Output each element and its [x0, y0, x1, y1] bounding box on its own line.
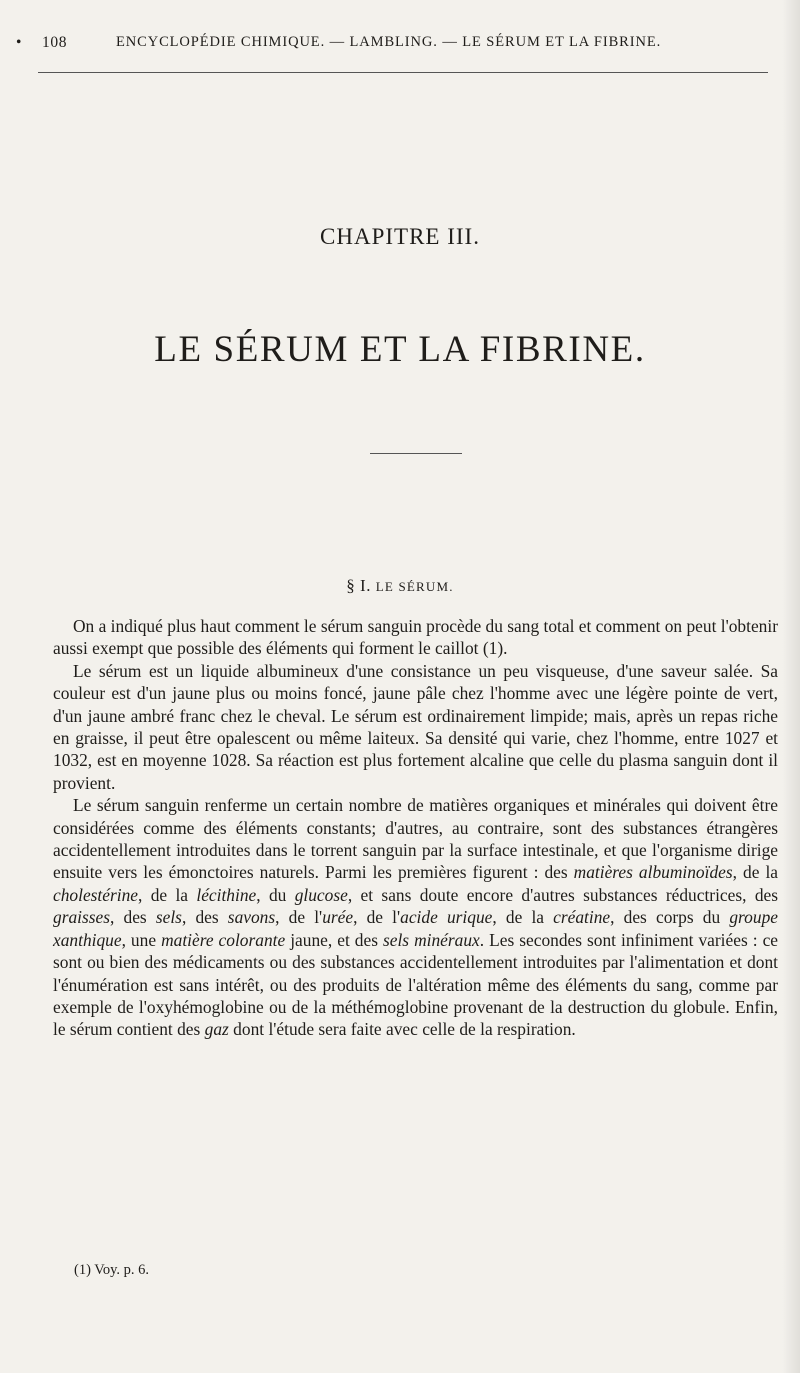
- text-run: , des: [181, 907, 228, 928]
- section-heading: [0, 576, 800, 596]
- text-run: , de la: [732, 862, 778, 883]
- text-run: Le sérum sanguin renferme un certain nombre de matières organiques et minérales qui doivent être considérées comme des éléments constants; d'autres, au contraire, sont des substances étrangères accidentellement introduites dans le torrent sanguin par la surface intestinale, et que l'organisme dirige ensuite vers les émonctoires naturels. Parmi les premières figurent : des: [53, 795, 778, 883]
- italic-term: gaz: [204, 1019, 229, 1040]
- italic-term: cholestérine: [53, 884, 138, 905]
- running-head-bullet: •: [16, 34, 23, 51]
- text-run: dont l'étude sera faite avec celle de la respiration.: [228, 1019, 576, 1040]
- italic-term: savons: [227, 907, 276, 928]
- text-run: , une: [121, 929, 162, 950]
- text-run: , de la: [492, 907, 554, 928]
- footnote: (1) Voy. p. 6.: [74, 1262, 150, 1278]
- chapter-heading: CHAPITRE III.: [320, 224, 480, 249]
- italic-term: matière colorante: [161, 929, 286, 950]
- italic-term: acide urique: [400, 907, 493, 928]
- body-text: [53, 615, 778, 1041]
- page-edge-shadow: [782, 0, 800, 1373]
- paragraph-2: Le sérum est un liquide albumineux d'une consistance un peu visqueuse, d'une saveur salée. Sa couleur est d'un jaune plus ou moins foncé, jaune pâle chez l'homme avec une légère pointe de vert, d'un jaune ambré franc chez le cheval. Le sérum est ordinairement limpide; mais, après un repas riche en graisse, il peut être opalescent ou même laiteux. Sa densité qui varie, chez l'homme, entre 1027 et 1032, est en moyenne 1028. Sa réaction est plus fortement alcaline que celle du plasma sanguin dont il provient.: [53, 660, 778, 793]
- title-divider: [370, 453, 462, 454]
- italic-term: lécithine: [196, 884, 257, 905]
- italic-term: créatine: [553, 907, 611, 928]
- text-run: , des corps du: [610, 907, 730, 928]
- paragraph-1: On a indiqué plus haut comment le sérum sanguin procède du sang total et comment on peut l'obtenir aussi exempt que possible des éléments qui forment le caillot (1).: [53, 616, 778, 659]
- text-run: , de l': [353, 907, 401, 928]
- text-run: , de l': [275, 907, 323, 928]
- section-prefix: § I.: [346, 576, 376, 595]
- italic-term: sels minéraux: [382, 929, 480, 950]
- text-run: jaune, et des: [285, 929, 383, 950]
- page-number: 108: [42, 34, 68, 51]
- text-run: . Les secondes sont infiniment variées : ce sont ou bien des médicaments ou des substances accidentellement introduites par l'alimentation et dont l'énumération est sans intérêt, ou des produits de l'altération même des éléments du sang, comme par exemple de l'oxyhémoglobine ou de la méthémoglobine provenant de la destruction du globule. Enfin, le sérum contient des: [53, 929, 779, 1040]
- header-rule: [38, 72, 768, 73]
- text-run: , et sans doute encore d'autres substances réductrices, des: [347, 884, 778, 905]
- text-run: , de la: [138, 884, 197, 905]
- running-head: [0, 34, 800, 60]
- text-run: , des: [110, 907, 156, 928]
- running-head-title: ENCYCLOPÉDIE CHIMIQUE. — LAMBLING. — LE SÉRUM ET LA FIBRINE.: [116, 34, 662, 50]
- italic-term: urée: [322, 907, 354, 928]
- paragraph-3: [53, 794, 778, 1040]
- chapter-title: LE SÉRUM ET LA FIBRINE.: [154, 329, 646, 370]
- italic-term: graisses: [53, 907, 111, 928]
- italic-term: sels: [155, 907, 182, 928]
- italic-term: glucose: [294, 884, 348, 905]
- text-run: , du: [256, 884, 295, 905]
- italic-term: matières albuminoïdes: [573, 862, 733, 883]
- italic-term: groupe xanthique: [53, 907, 778, 950]
- section-title: LE SÉRUM.: [375, 579, 454, 594]
